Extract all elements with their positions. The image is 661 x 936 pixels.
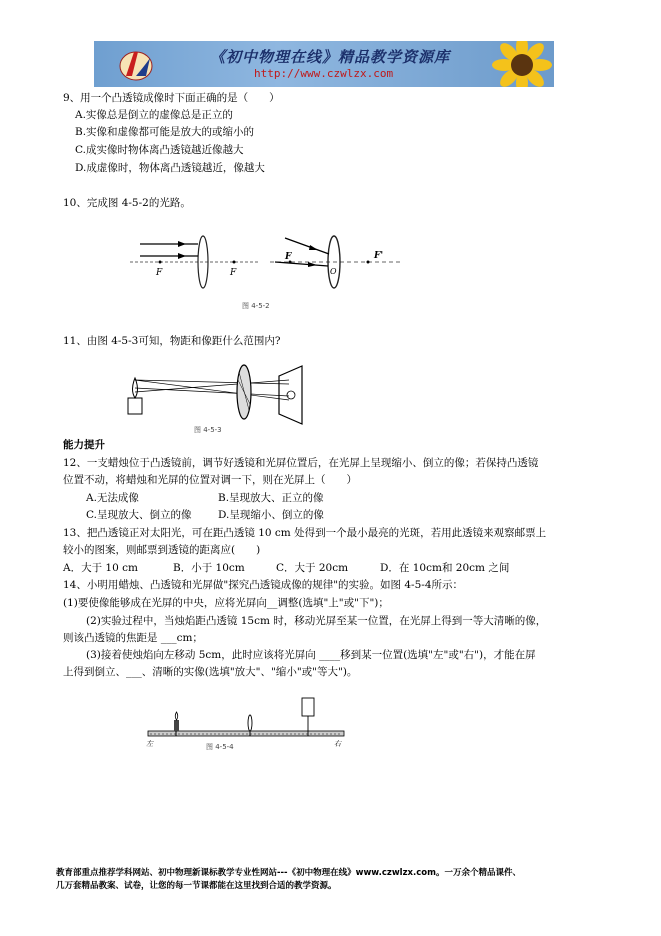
q14-part3-line1: (3)接着使烛焰向左移动 5cm，此时应该将光屏向 ____移到某一位置(选填"左"或"右")，才能在屏 xyxy=(86,649,536,661)
figure-4-5-2 xyxy=(130,222,410,314)
q14-part2-line2: 则该凸透镜的焦距是 ___cm； xyxy=(63,632,203,644)
q12-option-b: B.呈现放大、正立的像 xyxy=(218,492,324,504)
fig-caption-4-5-2: 图 4-5-2 xyxy=(242,302,270,310)
sunflower-icon xyxy=(486,41,554,87)
q13-option-c: C．大于 20cm xyxy=(276,562,349,574)
figure-4-5-3 xyxy=(124,362,324,434)
fig-label-left: 左 xyxy=(146,740,153,748)
banner-url[interactable]: http://www.czwlzx.com xyxy=(254,67,394,80)
q12-option-a: A.无法成像 xyxy=(86,492,139,504)
section-heading: 能力提升 xyxy=(63,439,105,451)
footer-line2: 几万套精品教案、试卷，让您的每一节课都能在这里找到合适的教学资源。 xyxy=(56,881,337,891)
fig-label-o: O xyxy=(330,267,337,276)
q12-option-d: D.呈现缩小、倒立的像 xyxy=(218,509,324,521)
q14-stem: 14、小明用蜡烛、凸透镜和光屏做"探究凸透镜成像的规律"的实验。如图 4-5-4所示： xyxy=(63,579,463,591)
q12-line1: 12、一支蜡烛位于凸透镜前，调节好透镜和光屏位置后，在光屏上呈现缩小、倒立的像；若保持凸透镜 xyxy=(63,457,539,469)
fig-caption-4-5-4: 图 4-5-4 xyxy=(206,743,234,751)
q14-part1: (1)要使像能够成在光屏的中央，应将光屏向__调整(选填"上"或"下")； xyxy=(63,597,389,609)
fig-label-fprime: F' xyxy=(374,251,384,261)
q14-part3-line2: 上得到倒立、___、清晰的实像(选填"放大"、"缩小"或"等大")。 xyxy=(63,666,358,678)
q13-option-b: B．小于 10cm xyxy=(173,562,245,574)
q14-part2-line1: (2)实验过程中，当烛焰距凸透镜 15cm 时，移动光屏至某一位置，在光屏上得到一等大清晰的像， xyxy=(86,615,547,627)
q13-line1: 13、把凸透镜正对太阳光，可在距凸透镜 10 cm 处得到一个最小最亮的光斑，若用此透镜来观察邮票上 xyxy=(63,527,547,539)
q9-option-c: C.成实像时物体离凸透镜越近像越大 xyxy=(75,144,244,156)
fig-label-right: 右 xyxy=(334,740,341,748)
q12-line2: 位置不动，将蜡烛和光屏的位置对调一下，则在光屏上（ ） xyxy=(63,474,357,486)
fig-label-f3: F xyxy=(285,252,292,262)
header-banner xyxy=(94,41,554,87)
q13-option-d: D．在 10cm和 20cm 之间 xyxy=(380,562,510,574)
fig-caption-4-5-3: 图 4-5-3 xyxy=(194,426,222,434)
q13-option-a: A．大于 10 cm xyxy=(63,562,138,574)
q12-option-c: C.呈现放大、倒立的像 xyxy=(86,509,192,521)
figure-4-5-4 xyxy=(144,690,354,752)
q9-option-b: B.实像和虚像都可能是放大的或缩小的 xyxy=(75,126,255,138)
footer-line1: 教育部重点推荐学科网站、初中物理新课标教学专业性网站---《初中物理在线》www.czwlzx.com。一万余个精品课件、 xyxy=(56,868,521,878)
q10-stem: 10、完成图 4-5-2的光路。 xyxy=(63,197,191,209)
q9-stem: 9、用一个凸透镜成像时下面正确的是（ ） xyxy=(63,92,280,104)
q9-option-d: D.成虚像时，物体离凸透镜越近，像越大 xyxy=(75,162,265,174)
banner-title: 《初中物理在线》精品教学资源库 xyxy=(210,48,451,66)
q11-stem: 11、由图 4-5-3可知，物距和像距什么范围内? xyxy=(63,335,281,347)
site-logo-icon xyxy=(116,46,156,84)
q13-line2: 较小的图案，则邮票到透镜的距离应( ) xyxy=(63,544,261,556)
q9-option-a: A.实像总是倒立的虚像总是正立的 xyxy=(75,109,233,121)
fig-label-f2: F xyxy=(230,268,237,278)
fig-label-f1: F xyxy=(156,268,163,278)
